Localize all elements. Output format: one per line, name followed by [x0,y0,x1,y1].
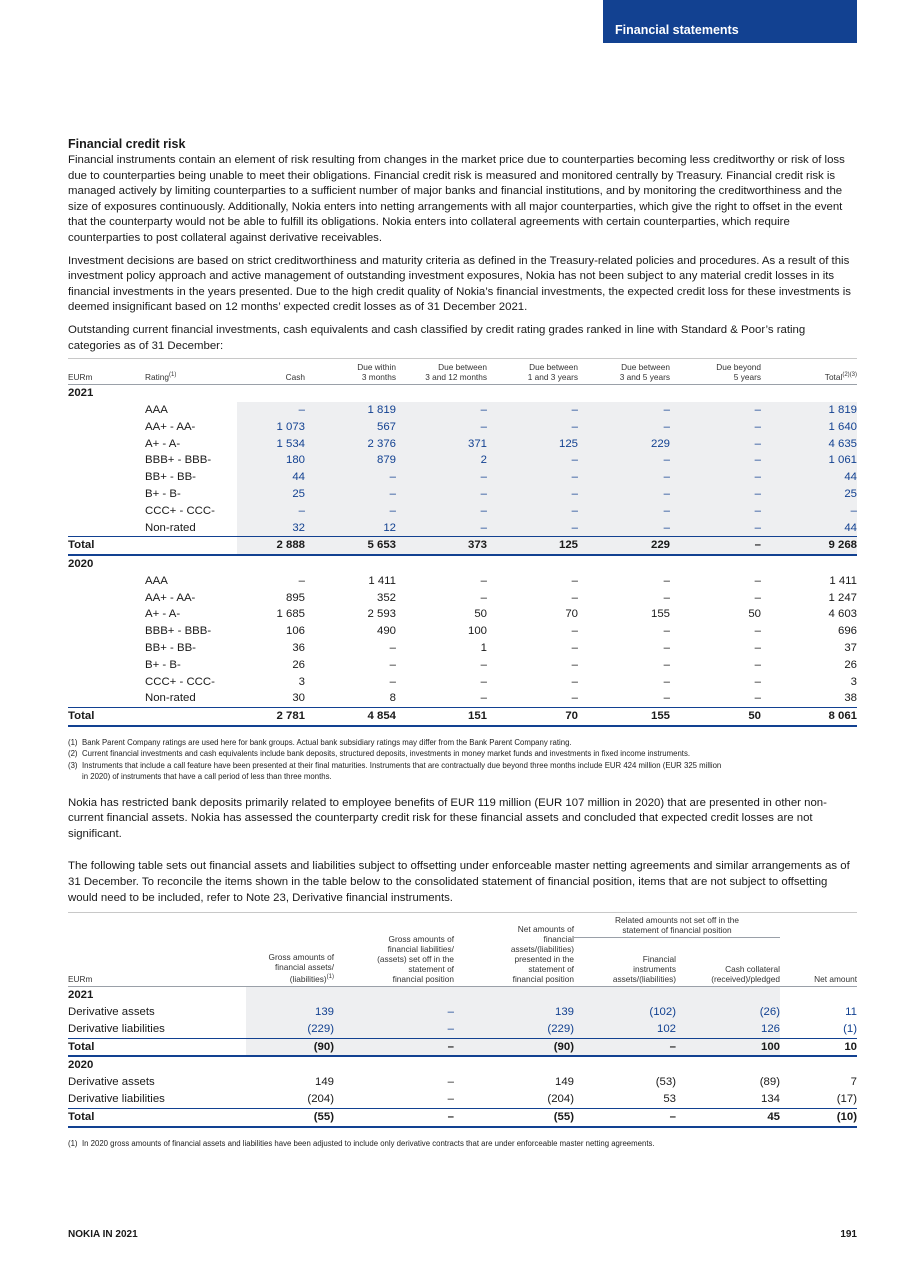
paragraph-restricted-deposits: Nokia has restricted bank deposits primarily related to employee benefits of EUR 119 million (EUR 107 million in 2020) that are presented in other non-current financial assets. Nokia has assessed the counterparty credit risk for these financial assets and concluded that expected credit losses are not significant. [68,796,827,840]
gross-assets-cell: 149 [314,1076,334,1089]
due-3-5-years-total: 155 [578,708,670,726]
footnote-number: (3) [68,760,78,770]
due-beyond-5-years-cell: – [754,642,761,655]
header-total: Total$^{(2)(3)}$ [761,359,857,385]
table-row [68,640,857,657]
spacer-cell [68,690,145,707]
due-within-3-months-cell: – [305,469,396,486]
gross-liabilities-cell: – [334,1004,454,1021]
header-gross-assets: Gross amounts of financial assets/ (liabilities)$^{(1)}$ [246,913,334,987]
total-cell: 25 [761,486,857,503]
due-within-3-months-total: 5 653 [305,537,396,555]
due-1-3-years-cell: – [487,402,578,419]
cash-cell: 1 073 [237,419,305,436]
header-due-3-12-months: Due between 3 and 12 months [396,359,487,385]
spacer-cell [68,419,145,436]
cash-collateral-cell: (89) [759,1076,780,1089]
cash-cell: 44 [237,469,305,486]
year-label: 2021 [68,385,145,402]
due-within-3-months-cell: – [389,658,396,671]
due-1-3-years-cell: 70 [565,608,578,621]
due-beyond-5-years-cell: – [754,574,761,587]
item-label: Derivative assets [68,1076,155,1089]
header-eurm: EURm [68,359,145,385]
cash-total: 2 781 [237,708,305,726]
due-beyond-5-years-total: 50 [670,708,761,726]
footnote-text: Instruments that include a call feature have been presented at their final maturities. Instruments that are contractually due beyond three months include EUR 424 million (EUR 325 million [82,760,722,770]
header-due-within-3-months: Due within 3 months [305,359,396,385]
due-within-3-months-cell: 2 376 [305,436,396,453]
due-beyond-5-years-cell: – [670,402,761,419]
spacer-cell [68,590,145,607]
due-within-3-months-cell: – [305,486,396,503]
due-3-5-years-cell: 229 [578,436,670,453]
rating-cell: BB+ - BB- [145,642,196,655]
due-beyond-5-years-cell: – [670,419,761,436]
due-beyond-5-years-cell: – [754,692,761,705]
cash-collateral-total: 45 [676,1108,780,1126]
total-label: Total [68,708,237,726]
due-3-12-months-cell: – [396,486,487,503]
year-blank [145,555,857,573]
item-label: Derivative liabilities [68,1093,165,1106]
due-3-12-months-total: 373 [396,537,487,555]
due-1-3-years-cell: 125 [487,436,578,453]
cash-cell: – [237,402,305,419]
due-1-3-years-cell: – [487,486,578,503]
financial-instruments-total: – [574,1038,676,1056]
due-3-5-years-cell: – [578,486,670,503]
spacer-cell [68,503,145,520]
table-row [68,573,857,590]
cash-collateral-cell: 134 [760,1093,780,1106]
cash-cell: 3 [298,675,305,688]
table-row [68,623,857,640]
net-amounts-cell: 139 [454,1004,574,1021]
year-blank [145,385,857,402]
total-cell: 26 [844,658,857,671]
due-3-12-months-cell: 371 [396,436,487,453]
net-amount-cell: (17) [836,1093,857,1106]
total-cell: – [761,503,857,520]
rating-cell: AAA [145,403,168,416]
year-blank [334,1056,454,1074]
due-3-12-months-cell: 50 [474,608,487,621]
header-gross-liabilities: Gross amounts of financial liabilities/ (assets) set off in the statement of financial position [334,913,454,987]
cash-cell: 895 [285,591,305,604]
gross-assets-cell: (229) [246,1021,334,1038]
total-cell: 3 [850,675,857,688]
spacer-cell [68,520,145,537]
due-3-5-years-cell: – [663,675,670,688]
year-blank [574,1056,676,1074]
cash-total: 2 888 [237,537,305,555]
total-row [68,708,857,726]
gross-liabilities-total: – [334,1038,454,1056]
cash-cell: 26 [292,658,305,671]
cash-cell: 1 534 [237,436,305,453]
table-row [68,436,857,453]
total-cell: 1 247 [828,591,857,604]
cash-collateral-cell: (26) [676,1004,780,1021]
table-row [68,503,857,520]
due-3-5-years-cell: – [578,452,670,469]
rating-cell: A+ - A- [145,608,181,621]
due-3-5-years-cell: – [578,402,670,419]
due-within-3-months-cell: 879 [305,452,396,469]
footnote-text: Bank Parent Company ratings are used here for bank groups. Actual bank subsidiary ratings may differ from the Bank Parent Company rating. [82,738,572,748]
cash-cell: 1 685 [276,608,305,621]
due-1-3-years-cell: – [487,503,578,520]
gross-liabilities-cell: – [447,1076,454,1089]
offsetting-table [68,912,857,1127]
due-1-3-years-cell: – [571,658,578,671]
year-label: 2021 [68,987,246,1004]
total-label: Total [68,1108,246,1126]
year-blank [676,1056,780,1074]
header-related-amounts-group: Related amounts not set off in the statement of financial position [574,913,780,938]
spacer-cell [68,606,145,623]
due-1-3-years-cell: – [571,692,578,705]
due-3-12-months-cell: – [480,692,487,705]
table-row [68,590,857,607]
total-cell: 4 603 [828,608,857,621]
due-3-12-months-cell: – [480,574,487,587]
spacer-cell [68,657,145,674]
table-row [68,419,857,436]
year-blank [574,987,676,1004]
year-blank [246,1056,334,1074]
table-row [68,469,857,486]
due-1-3-years-cell: – [571,574,578,587]
due-beyond-5-years-total: – [670,537,761,555]
table-row [68,657,857,674]
year-row [68,987,857,1004]
due-1-3-years-cell: – [487,419,578,436]
total-cell: 44 [761,469,857,486]
due-beyond-5-years-cell: – [754,675,761,688]
year-blank [676,987,780,1004]
spacer-cell [68,674,145,691]
year-blank [454,1056,574,1074]
net-amounts-cell: (229) [454,1021,574,1038]
paragraph-investment-decisions: Investment decisions are based on strict creditworthiness and maturity criteria as defined in the Treasury-related policies and procedures. As a result of this investment policy approach and active management of outstanding investment exposures, Nokia has not been subject to any material credit losses in its financial investments in the years presented. Due to the high credit quality of Nokia’s financial investments, the expected credit loss for these investments is deemed insignificant based on 12 months’ expected credit losses as of 31 December 2021. [68,254,851,314]
item-label: Derivative liabilities [68,1022,165,1035]
year-blank [454,987,574,1004]
footnote-text-continued: in 2020) of instruments that have a call period of less than three months. [82,772,332,782]
due-3-5-years-cell: 155 [650,608,670,621]
due-3-5-years-cell: – [663,692,670,705]
year-label: 2020 [68,1056,246,1074]
total-label: Total [68,537,237,555]
footnote-number: (1) [68,738,78,748]
due-beyond-5-years-cell: – [754,591,761,604]
header-cash-collateral: Cash collateral (received)/pledged [711,964,780,985]
due-3-5-years-cell: – [663,625,670,638]
due-3-12-months-total: 151 [396,708,487,726]
due-3-12-months-cell: – [480,675,487,688]
footnote-number: (2) [68,749,78,759]
net-amounts-cell: 149 [554,1076,574,1089]
due-1-3-years-cell: – [487,520,578,537]
due-1-3-years-cell: – [571,591,578,604]
due-3-5-years-cell: – [578,520,670,537]
cash-cell: – [237,503,305,520]
year-row [68,1056,857,1074]
due-1-3-years-cell: – [571,625,578,638]
table-row [68,486,857,503]
header-eurm: EURm [68,913,246,987]
due-3-5-years-cell: – [663,642,670,655]
financial-instruments-cell: 53 [663,1093,676,1106]
financial-instruments-total: – [574,1108,676,1126]
gross-liabilities-cell: – [447,1093,454,1106]
table-row [68,674,857,691]
header-due-3-5-years: Due between 3 and 5 years [578,359,670,385]
total-cell: 37 [844,642,857,655]
rating-cell: AA+ - AA- [145,591,196,604]
due-within-3-months-cell: 1 819 [305,402,396,419]
cash-cell: 36 [292,642,305,655]
due-within-3-months-cell: 490 [376,625,396,638]
spacer-cell [68,486,145,503]
rating-cell: Non-rated [145,521,196,534]
paragraph-credit-risk: Financial instruments contain an element of risk resulting from changes in the market price due to counterparties becoming less creditworthy or risk of loss due to counterparties being unable to meet their obligations. Financial credit risk is measured and monitored centrally by Treasury. Financial credit risk is managed actively by limiting counterparties to a sufficient number of major banks and financial institutions, and by monitoring the creditworthiness and the size of exposures continuously. Additionally, Nokia enters into netting arrangements with all major counterparties, which give the right to offset in the event that the counterparty would not be able to fulfill its obligations. Nokia enters into collateral agreements with certain counterparties, which require counterparties to post collateral against derivative receivables. [68,154,845,244]
gross-assets-total: (55) [246,1108,334,1126]
cash-collateral-cell: 126 [676,1021,780,1038]
due-within-3-months-cell: 8 [389,692,396,705]
cash-cell: 32 [237,520,305,537]
total-cell: 1 640 [761,419,857,436]
rating-cell: CCC+ - CCC- [145,675,215,688]
footnote [68,748,857,759]
header-due-beyond-5-years: Due beyond 5 years [670,359,761,385]
due-within-3-months-cell: – [305,503,396,520]
paragraph-outstanding-investments: Outstanding current financial investments, cash equivalents and cash classified by credit rating grades ranked in line with Standard & Poor’s rating categories as of 31 December: [68,323,806,352]
footer-page-number: 191 [840,1229,857,1240]
rating-cell: AA+ - AA- [145,420,196,433]
spacer-cell [68,469,145,486]
due-within-3-months-cell: – [389,675,396,688]
table-row [68,690,857,707]
table-row [68,452,857,469]
financial-instruments-cell: (53) [655,1076,676,1089]
cash-cell: – [298,574,305,587]
header-cash: Cash [237,359,305,385]
due-3-5-years-cell: – [663,591,670,604]
rating-cell: B+ - B- [145,658,181,671]
total-row [68,1038,857,1056]
year-blank [246,987,334,1004]
due-beyond-5-years-cell: – [670,486,761,503]
due-beyond-5-years-cell: – [670,436,761,453]
year-row [68,385,857,402]
table-row [68,606,857,623]
total-total: 9 268 [761,537,857,555]
due-1-3-years-total: 125 [487,537,578,555]
net-amount-total: 10 [780,1038,857,1056]
table-row [68,1004,857,1021]
due-beyond-5-years-cell: – [670,503,761,520]
cash-collateral-total: 100 [676,1038,780,1056]
due-beyond-5-years-cell: – [670,469,761,486]
table1-footnotes [68,737,857,783]
header-due-1-3-years: Due between 1 and 3 years [487,359,578,385]
due-beyond-5-years-cell: – [670,452,761,469]
due-1-3-years-cell: – [571,642,578,655]
due-within-3-months-cell: – [389,642,396,655]
due-3-12-months-cell: – [396,520,487,537]
total-cell: 1 411 [829,574,857,587]
due-beyond-5-years-cell: – [754,625,761,638]
due-3-5-years-cell: – [663,658,670,671]
total-row [68,537,857,555]
net-amounts-cell: (204) [547,1093,574,1106]
due-beyond-5-years-cell: 50 [748,608,761,621]
due-3-5-years-cell: – [578,503,670,520]
net-amount-cell: 7 [850,1076,857,1089]
year-blank [780,987,857,1004]
rating-cell: A+ - A- [145,437,181,450]
credit-rating-table [68,358,857,727]
total-cell: 44 [761,520,857,537]
rating-cell: BBB+ - BBB- [145,625,212,638]
total-cell: 4 635 [761,436,857,453]
header-net-amount: Net amount [780,913,857,987]
total-cell: 1 061 [761,452,857,469]
year-label: 2020 [68,555,145,573]
due-within-3-months-total: 4 854 [305,708,396,726]
due-within-3-months-cell: 1 411 [368,574,396,587]
table-row [68,1021,857,1038]
due-3-5-years-cell: – [663,574,670,587]
due-1-3-years-cell: – [487,469,578,486]
due-within-3-months-cell: 12 [305,520,396,537]
header-net-amounts: Net amounts of financial assets/(liabilities) presented in the statement of financial position [454,913,574,987]
section-tab: Financial statements [603,0,857,43]
table-row [68,402,857,419]
total-cell: 1 819 [761,402,857,419]
cash-cell: 30 [292,692,305,705]
net-amount-total: (10) [780,1108,857,1126]
due-1-3-years-cell: – [571,675,578,688]
footnote [68,760,857,783]
total-label: Total [68,1038,246,1056]
net-amounts-total: (90) [454,1038,574,1056]
due-beyond-5-years-cell: – [670,520,761,537]
section-title: Financial credit risk [68,137,186,151]
total-row [68,1108,857,1126]
due-3-12-months-cell: – [480,658,487,671]
cash-cell: 106 [285,625,305,638]
table2-footnote: (1) In 2020 gross amounts of financial assets and liabilities have been adjusted to include only derivative contracts that are under enforceable master netting agreements. [68,1138,655,1148]
rating-cell: CCC+ - CCC- [145,504,215,517]
header-financial-instruments: Financial instruments assets/(liabilities) [612,954,676,985]
due-3-12-months-cell: 2 [396,452,487,469]
due-3-12-months-cell: – [396,503,487,520]
due-1-3-years-cell: – [487,452,578,469]
footnote [68,737,857,748]
due-3-5-years-cell: – [578,469,670,486]
year-row [68,555,857,573]
total-cell: 696 [837,625,857,638]
rating-cell: Non-rated [145,692,196,705]
spacer-cell [68,436,145,453]
net-amount-cell: 11 [845,1006,857,1019]
due-3-12-months-cell: – [480,591,487,604]
rating-cell: AAA [145,574,168,587]
footnote-text: Current financial investments and cash equivalents include bank deposits, structured deposits, investments in money market funds and investments in fixed income instruments. [82,749,691,759]
year-blank [780,1056,857,1074]
net-amount-cell: (1) [843,1022,857,1035]
due-within-3-months-cell: 352 [376,591,396,604]
spacer-cell [68,452,145,469]
total-cell: 38 [844,692,857,705]
gross-assets-cell: (204) [307,1093,334,1106]
paragraph-offsetting: The following table sets out financial assets and liabilities subject to offsetting under enforceable master netting agreements and similar arrangements as of 31 December. To reconcile the items shown in the table below to the consolidated statement of financial position, items that are not subject to offsetting would need to be included, refer to Note 23, Derivative financial instruments. [68,860,850,904]
due-3-12-months-cell: – [396,402,487,419]
rating-cell: B+ - B- [145,487,181,500]
financial-instruments-cell: (102) [574,1004,676,1021]
gross-assets-total: (90) [246,1038,334,1056]
item-label: Derivative assets [68,1006,155,1019]
footer-report-name: NOKIA IN 2021 [68,1229,138,1240]
header-rating: Rating$^{(1)}$ [145,359,237,385]
spacer-cell [68,573,145,590]
due-1-3-years-total: 70 [487,708,578,726]
rating-cell: BB+ - BB- [145,471,196,484]
due-3-12-months-cell: – [396,469,487,486]
rating-cell: BBB+ - BBB- [145,454,212,467]
financial-instruments-cell: 102 [574,1021,676,1038]
due-3-12-months-cell: – [396,419,487,436]
gross-liabilities-cell: – [334,1021,454,1038]
net-amounts-total: (55) [454,1108,574,1126]
table-row [68,1091,857,1108]
due-beyond-5-years-cell: – [754,658,761,671]
cash-cell: 25 [237,486,305,503]
gross-liabilities-total: – [334,1108,454,1126]
year-blank [334,987,454,1004]
cash-cell: 180 [237,452,305,469]
gross-assets-cell: 139 [246,1004,334,1021]
page-content [68,137,857,1149]
due-within-3-months-cell: 567 [305,419,396,436]
due-3-12-months-cell: 100 [467,625,487,638]
table-row [68,1074,857,1091]
spacer-cell [68,623,145,640]
total-total: 8 061 [761,708,857,726]
spacer-cell [68,402,145,419]
due-3-12-months-cell: 1 [480,642,487,655]
due-3-5-years-total: 229 [578,537,670,555]
due-3-5-years-cell: – [578,419,670,436]
spacer-cell [68,640,145,657]
due-within-3-months-cell: 2 593 [367,608,396,621]
table-row [68,520,857,537]
